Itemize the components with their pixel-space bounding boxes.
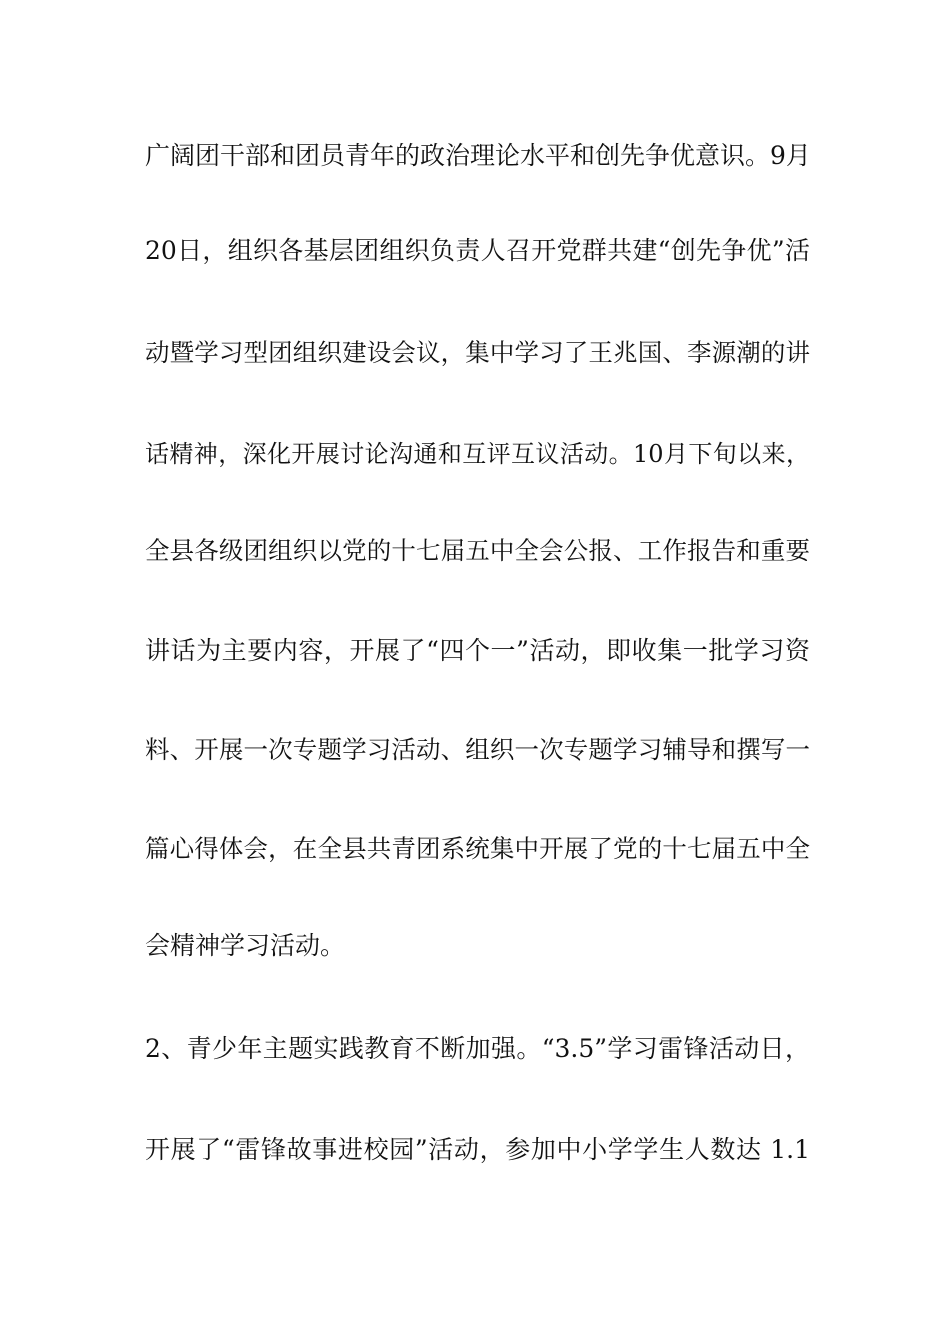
- paragraph-line-11: 开展了“雷锋故事进校园”活动，参加中小学学生人数达 1.1: [145, 1135, 810, 1164]
- paragraph-line-2: 20日，组织各基层团组织负责人召开党群共建“创先争优”活: [145, 236, 810, 265]
- paragraph-line-8: 篇心得体会，在全县共青团系统集中开展了党的十七届五中全: [145, 834, 810, 863]
- paragraph-line-7: 料、开展一次专题学习活动、组织一次专题学习辅导和撰写一: [145, 735, 810, 764]
- paragraph-line-9: 会精神学习活动。: [145, 931, 346, 960]
- paragraph-line-1: 广阔团干部和团员青年的政治理论水平和创先争优意识。9月: [145, 141, 811, 170]
- paragraph-line-10: 2、青少年主题实践教育不断加强。“3.5”学习雷锋活动日，: [145, 1034, 810, 1063]
- paragraph-line-4: 话精神，深化开展讨论沟通和互评互议活动。10月下旬以来，: [145, 440, 810, 468]
- paragraph-line-6: 讲话为主要内容，开展了“四个一”活动，即收集一批学习资: [145, 636, 810, 665]
- paragraph-line-5: 全县各级团组织以党的十七届五中全会公报、工作报告和重要: [145, 536, 810, 565]
- paragraph-line-3: 动暨学习型团组织建设会议，集中学习了王兆国、李源潮的讲: [145, 338, 810, 367]
